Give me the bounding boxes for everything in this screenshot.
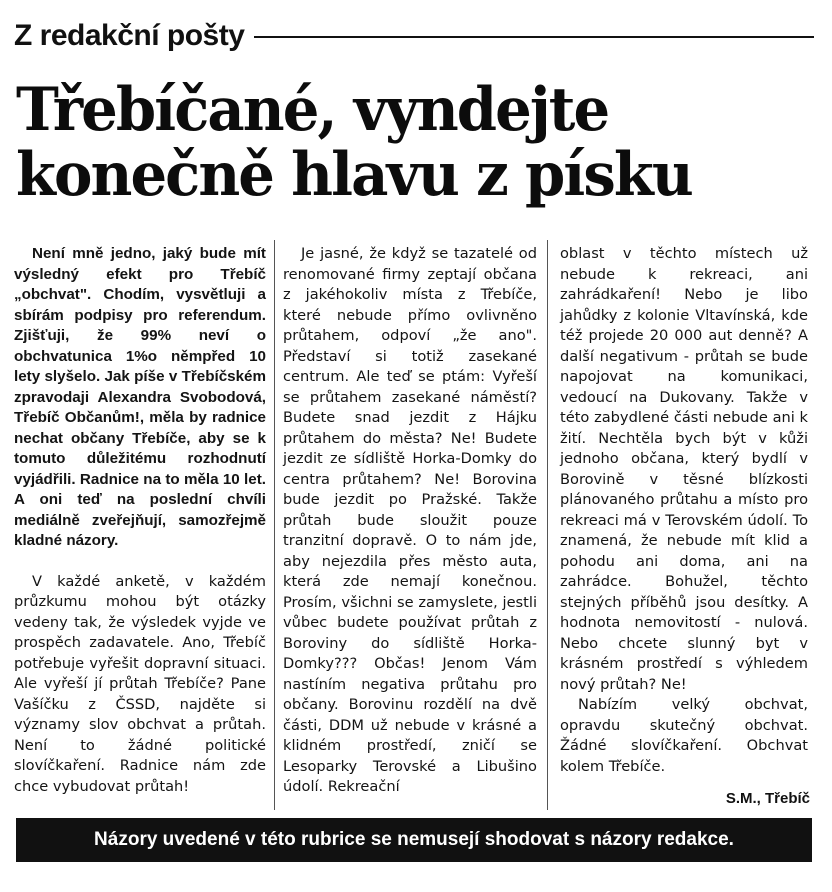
lead-paragraph: Není mně jedno, jaký bude mít výsledný efekt pro Třebíč „obchvat". Chodím, vysvětluji a sbírám podpisy pro referendum. Zjišťuji, že 99% neví o obchvatunica 1%o němpřed 10 lety slyšelo. Jak píše v Třebíčském zpravodaji Alexandra Svobodová, Třebíč Občanům!, měla by radnice nechat občany Třebíče, aby se k tomuto důležitému rozhodnutí vyjádřili. Radnice na to měla 10 let. A oni teď na poslední chvíli mediálně zveřejňují, samozřejmě kladné názory. bbox=[14, 245, 266, 549]
column-divider bbox=[547, 240, 548, 810]
article-column-3 bbox=[560, 244, 808, 777]
column-divider bbox=[274, 240, 275, 810]
headline bbox=[16, 75, 784, 210]
section-label: Z redakční pošty bbox=[14, 19, 245, 52]
author-signature: S.M., Třebíč bbox=[725, 790, 810, 807]
closing-paragraph: Nabízím velký obchvat, opravdu skutečný obchvat. Žádné slovíčkaření. Obchvat kolem Třebíče. bbox=[560, 696, 808, 775]
article-column-1 bbox=[14, 244, 266, 797]
section-rule bbox=[254, 36, 814, 38]
headline-line-2: konečně hlavu z písku bbox=[16, 140, 692, 210]
body-paragraph: V každé anketě, v každém průzkumu mohou být otázky vedeny tak, že výsledek vyjde ve prospěch zadavatele. Ano, Třebíč potřebuje vyřešit dopravní situaci. Ale vyřeší jí průtah Třebíče? Pane Vašíčku z ČSSD, najděte si významy slov obchvat a průtah. Není to žádné politické slovíčkaření. Radnice nám zde chce vybudovat průtah! bbox=[14, 572, 266, 795]
disclaimer-bar bbox=[16, 818, 812, 862]
body-paragraph: Je jasné, že když se tazatelé od renomované firmy zeptají občana z jakéhokoliv místa z Třebíče, které nebude přímo ovlivněno průtahem, odpoví „že ano". Představí si totiž zasekané centrum. Ale teď se ptám: Vyřeší se průtahem zasekané náměstí? Budete snad jezdit z Hájku průtahem do města? Ne! Budete jezdit ze sídliště Horka-Domky do centra průtahem? Ne! Borovina bude jezdit po Pražské. Takže průtah bude sloužit pouze tranzitní dopravě. O to nám jde, aby nejezdila přes město auta, která zde nemají konečnou. Prosím, všichni se zamyslete, jestli vůbec budete používat průtah z Boroviny do sídliště Horka-Domky??? Občas! Jenom Vám nastíním negativa průtahu pro občany. Borovinu rozdělí na dvě části, DDM už nebude v krásné a klidném prostředí, zničí se Lesoparky Terovské a Libušino údolí. Rekreační bbox=[283, 245, 537, 795]
body-paragraph: oblast v těchto místech už nebude k rekreaci, ani zahrádkaření! Nebo je libo jahůdky z kolonie Vltavínská, kde též projede 20 000 aut denně? A další negativum - průtah se bude napojovat na komunikaci, vedoucí na Dukovany. Takže v této zabydlené části nebude ani k žití. Nechtěla bych být v kůži jednoho občana, který bydlí v Borovině v těsné blízkosti plánovaného průtahu a místo pro rekreaci má v Terovském údolí. To znamená, že nebude mít klid a pohodu ani doma, ani na zahrádce. Bohužel, těchto stejných příběhů jsou desítky. A hodnota nemovitostí - nulová. Nebo chcete slunný byt v krásném prostředí s výhledem nový průtah? Ne! bbox=[560, 245, 808, 693]
section-header bbox=[14, 14, 814, 58]
headline-line-1: Třebíčané, vyndejte bbox=[16, 75, 609, 145]
article-column-2 bbox=[283, 244, 537, 798]
disclaimer-text: Názory uvedené v této rubrice se nemusejí shodovat s názory redakce. bbox=[94, 829, 734, 850]
